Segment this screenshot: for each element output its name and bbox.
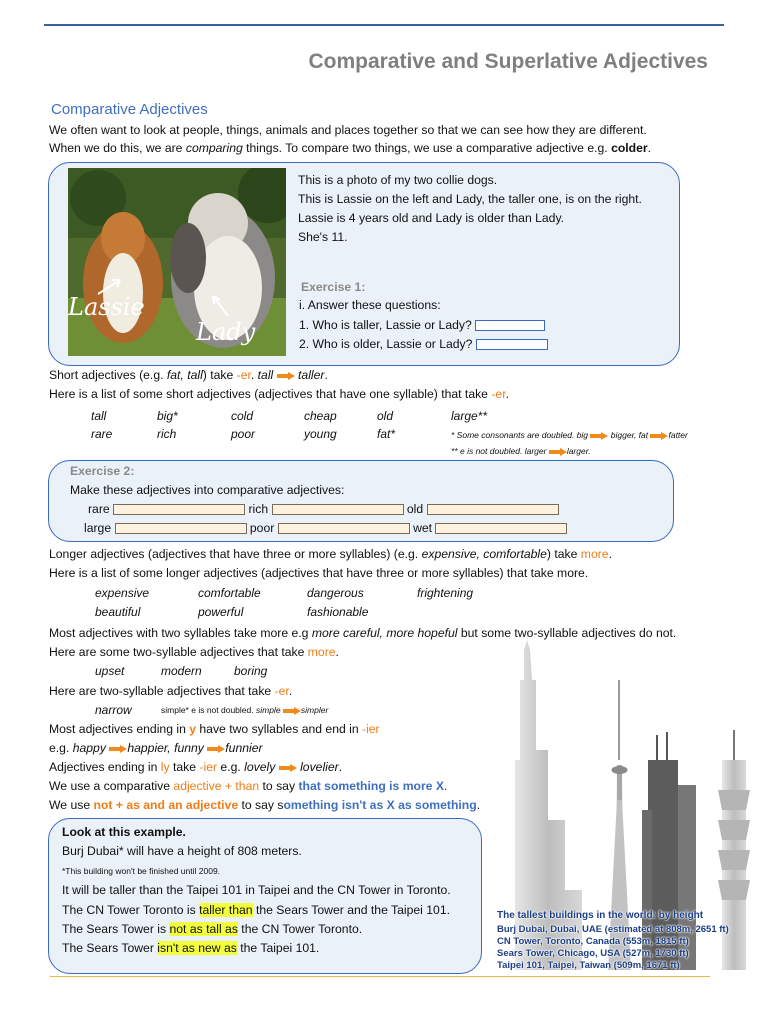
photo-line-3: Lassie is 4 years old and Lady is older than Lady. [298, 211, 565, 225]
e-note: ** e is not doubled. larger larger. [451, 446, 591, 456]
old-input[interactable] [427, 504, 559, 515]
example-note: *This building won't be finished until 2009. [62, 866, 221, 876]
doubling-note: * Some consonants are doubled. big bigger, fat fatter [451, 430, 688, 440]
word-item: boring [234, 664, 268, 678]
wet-input[interactable] [435, 523, 567, 534]
word-item: beautiful [95, 605, 141, 619]
word-item: young [304, 427, 337, 441]
rare-input[interactable] [113, 504, 245, 515]
arrow-icon [283, 707, 301, 715]
exercise-2-row-1: rare rich old [88, 502, 559, 517]
answer-1-input[interactable] [475, 320, 545, 331]
arrow-icon [590, 432, 608, 440]
word-item: expensive [95, 586, 150, 600]
collie-dogs-photo [68, 168, 286, 356]
than-rule-line: We use a comparative adjective + than to say that something is more X. [49, 779, 448, 793]
arrow-icon [549, 448, 567, 456]
longer-list-intro: Here is a list of some longer adjectives (adjectives that have three or more syllables) that take more. [49, 566, 589, 580]
ending-y-line: Most adjectives ending in y have two syllables and end in -ier [49, 722, 380, 736]
word-item: tall [91, 409, 107, 423]
building-caption: Sears Tower, Chicago, USA (527m, 1730 ft) [497, 948, 689, 959]
buildings-caption-title: The tallest buildings in the world: by height [497, 910, 704, 921]
example-line-4: The Sears Tower is not as tall as the CN Tower Toronto. [62, 922, 363, 936]
arrow-icon [279, 764, 297, 772]
short-adjectives-line: Short adjectives (e.g. fat, tall) take -er. tall taller. [49, 368, 328, 382]
building-caption: Burj Dubai, Dubai, UAE (estimated at 808m, 2651 ft) [497, 924, 729, 935]
word-item: fashionable [307, 605, 369, 619]
word-item: old [377, 409, 394, 423]
rich-input[interactable] [272, 504, 404, 515]
photo-line-1: This is a photo of my two collie dogs. [298, 173, 498, 187]
intro-line-2: When we do this, we are comparing things. To compare two things, we use a comparative adjective e.g. colder. [49, 141, 652, 155]
longer-adjectives-line: Longer adjectives (adjectives that have three or more syllables) (e.g. expensive, comfortable) take more. [49, 547, 612, 561]
short-list-intro: Here is a list of some short adjectives (adjectives that have one syllable) that take -er. [49, 387, 509, 401]
exercise-2-instruction: Make these adjectives into comparative adjectives: [70, 483, 345, 497]
lassie-label: Lassie [68, 293, 145, 321]
two-syllable-more-intro: Here are some two-syllable adjectives that take more. [49, 645, 339, 659]
example-line-5: The Sears Tower isn't as new as the Taipei 101. [62, 941, 320, 955]
arrow-icon [277, 372, 295, 380]
ending-ly-line: Adjectives ending in ly take -ier e.g. lovely lovelier. [49, 760, 343, 774]
word-item: poor [231, 427, 256, 441]
word-item: rare [91, 427, 113, 441]
exercise-2-row-2: large poor wet [84, 521, 567, 536]
arrow-icon [650, 432, 668, 440]
happy-example-line: e.g. happy happier, funny funnier [49, 741, 263, 755]
example-line-1: Burj Dubai* will have a height of 808 meters. [62, 844, 302, 858]
word-item: comfortable [198, 586, 261, 600]
building-caption: CN Tower, Toronto, Canada (553m, 1815 ft) [497, 936, 689, 947]
page-title: Comparative and Superlative Adjectives [308, 50, 708, 73]
arrow-icon [207, 745, 225, 753]
poor-input[interactable] [278, 523, 410, 534]
word-item: large** [451, 409, 488, 423]
question-1: 1. Who is taller, Lassie or Lady? [299, 318, 545, 333]
example-line-3: The CN Tower Toronto is taller than the Sears Tower and the Taipei 101. [62, 903, 450, 917]
word-item: narrow [95, 703, 132, 717]
word-item: modern [161, 664, 202, 678]
example-line-2: It will be taller than the Taipei 101 in Taipei and the CN Tower in Toronto. [62, 883, 451, 897]
word-item: dangerous [307, 586, 364, 600]
not-as-rule-line: We use not + as and an adjective to say something isn't as X as something. [49, 798, 481, 812]
two-syllable-line: Most adjectives with two syllables take more e.g more careful, more hopeful but some two-syllable adjectives do not. [49, 626, 677, 640]
large-input[interactable] [115, 523, 247, 534]
question-2: 2. Who is older, Lassie or Lady? [299, 337, 548, 352]
intro-line-1: We often want to look at people, things, animals and places together so that we can see how they are different. [49, 123, 647, 137]
word-item: fat* [377, 427, 396, 441]
answer-2-input[interactable] [476, 339, 548, 350]
word-item: big* [157, 409, 178, 423]
example-title: Look at this example. [62, 825, 186, 839]
building-caption: Taipei 101, Taipei, Taiwan (509m, 1671 ft) [497, 960, 680, 971]
word-item: cheap [304, 409, 337, 423]
exercise-2-title: Exercise 2: [70, 464, 135, 478]
word-item: frightening [417, 586, 474, 600]
word-item: rich [157, 427, 177, 441]
arrow-icon [109, 745, 127, 753]
label-arrows [88, 276, 286, 336]
word-item: cold [231, 409, 254, 423]
bottom-rule [50, 976, 710, 977]
word-item: upset [95, 664, 125, 678]
top-rule [44, 24, 724, 26]
word-item: powerful [198, 605, 244, 619]
two-syllable-er-intro: Here are two-syllable adjectives that take -er. [49, 684, 293, 698]
exercise-1-instruction: i. Answer these questions: [299, 298, 441, 312]
section-heading: Comparative Adjectives [51, 101, 208, 118]
exercise-1-title: Exercise 1: [301, 280, 366, 294]
lady-label: Lady [196, 318, 256, 346]
simple-note: simple* e is not doubled. simple simpler [161, 705, 329, 715]
photo-line-4: She's 11. [298, 230, 348, 244]
photo-line-2: This is Lassie on the left and Lady, the taller one, is on the right. [298, 192, 642, 206]
